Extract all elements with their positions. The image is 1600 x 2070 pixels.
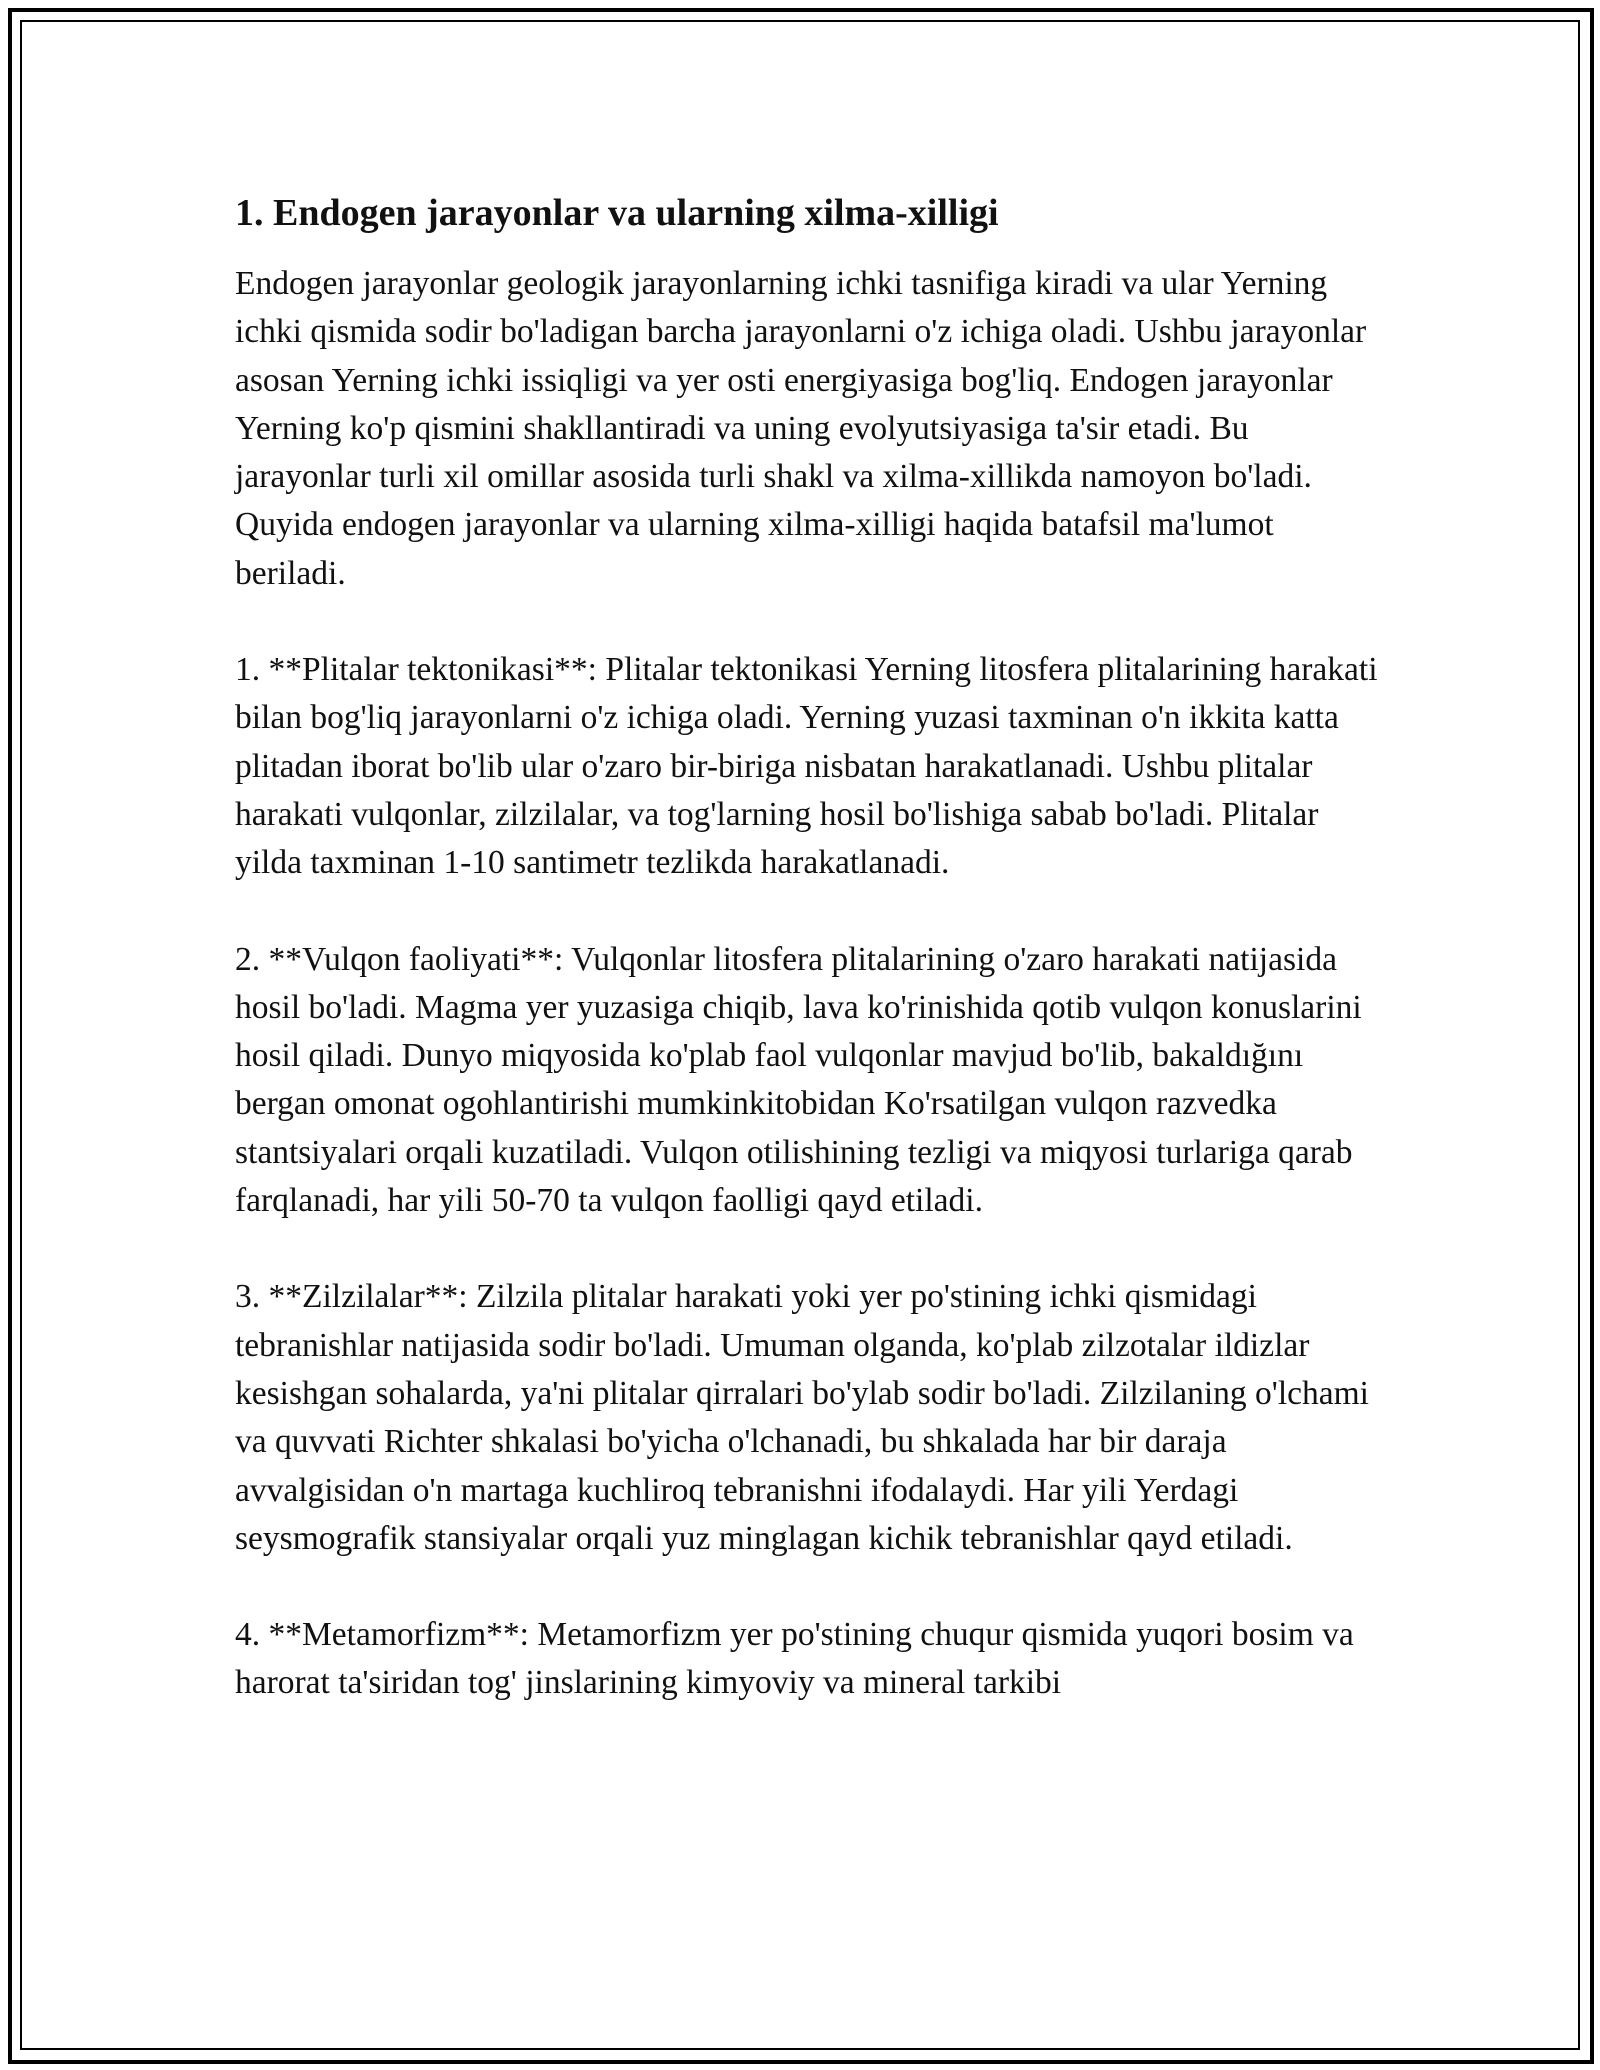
paragraph-metamorphism: 4. **Metamorfizm**: Metamorfizm yer po'stining chuqur qismida yuqori bosim va harorat ta'siridan tog' jinslarining kimyoviy va mineral tarkibi: [235, 1616, 1354, 1702]
intro-paragraph: Endogen jarayonlar geologik jarayonlarning ichki tasnifiga kiradi va ular Yerning ichki qismida sodir bo'ladigan barcha jarayonlarni o'z ichiga oladi. Ushbu jarayonlar asosan Yerning ichki issiqligi va yer osti energiyasiga bog'liq. Endogen jarayonlar Yerning ko'p qismini shakllantiradi va uning evolyutsiyasiga ta'sir etadi. Bu jarayonlar turli xil omillar asosida turli shakl va xilma-xillikda namoyon bo'ladi. Quyida endogen jarayonlar va ularning xilma-xilligi haqida batafsil ma'lumot beriladi.: [235, 265, 1367, 592]
paragraph-earthquakes: 3. **Zilzilalar**: Zilzila plitalar harakati yoki yer po'stining ichki qismidagi tebranishlar natijasida sodir bo'ladi. Umuman olganda, ko'plab zilzotalar ildizlar kesishgan sohalarda, ya'ni plitalar qirralari bo'ylab sodir bo'ladi. Zilzilaning o'lchami va quvvati Richter shkalasi bo'yicha o'lchanadi, bu shkalada har bir daraja avvalgisidan o'n martaga kuchliroq tebranishni ifodalaydi. Har yili Yerdagi seysmografik stansiyalar orqali yuz minglagan kichik tebranishlar qayd etiladi.: [235, 1278, 1369, 1557]
paragraph-volcanic-activity: 2. **Vulqon faoliyati**: Vulqonlar litosfera plitalarining o'zaro harakati natijasida hosil bo'ladi. Magma yer yuzasiga chiqib, lava ko'rinishida qotib vulqon konuslarini hosil qiladi. Dunyo miqyosida ko'plab faol vulqonlar mavjud bo'lib, bakaldığını bergan omonat ogohlantirishi mumkinkitobidan Ko'rsatilgan vulqon razvedka stantsiyalari orqali kuzatiladi. Vulqon otilishining tezligi va miqyosi turlariga qarab farqlanadi, har yili 50-70 ta vulqon faolligi qayd etiladi.: [235, 940, 1362, 1220]
paragraph-plate-tectonics: 1. **Plitalar tektonikasi**: Plitalar tektonikasi Yerning litosfera plitalarining harakati bilan bog'liq jarayonlarni o'z ichiga oladi. Yerning yuzasi taxminan o'n ikkita katta plitadan iborat bo'lib ular o'zaro bir-biriga nisbatan harakatlanadi. Ushbu plitalar harakati vulqonlar, zilzilalar, va tog'larning hosil bo'lishiga sabab bo'ladi. Plitalar yilda taxminan 1-10 santimetr tezlikda harakatlanadi.: [235, 651, 1378, 882]
document-page: [235, 188, 1380, 1756]
section-heading: 1. Endogen jarayonlar va ularning xilma-xilligi: [235, 192, 999, 234]
